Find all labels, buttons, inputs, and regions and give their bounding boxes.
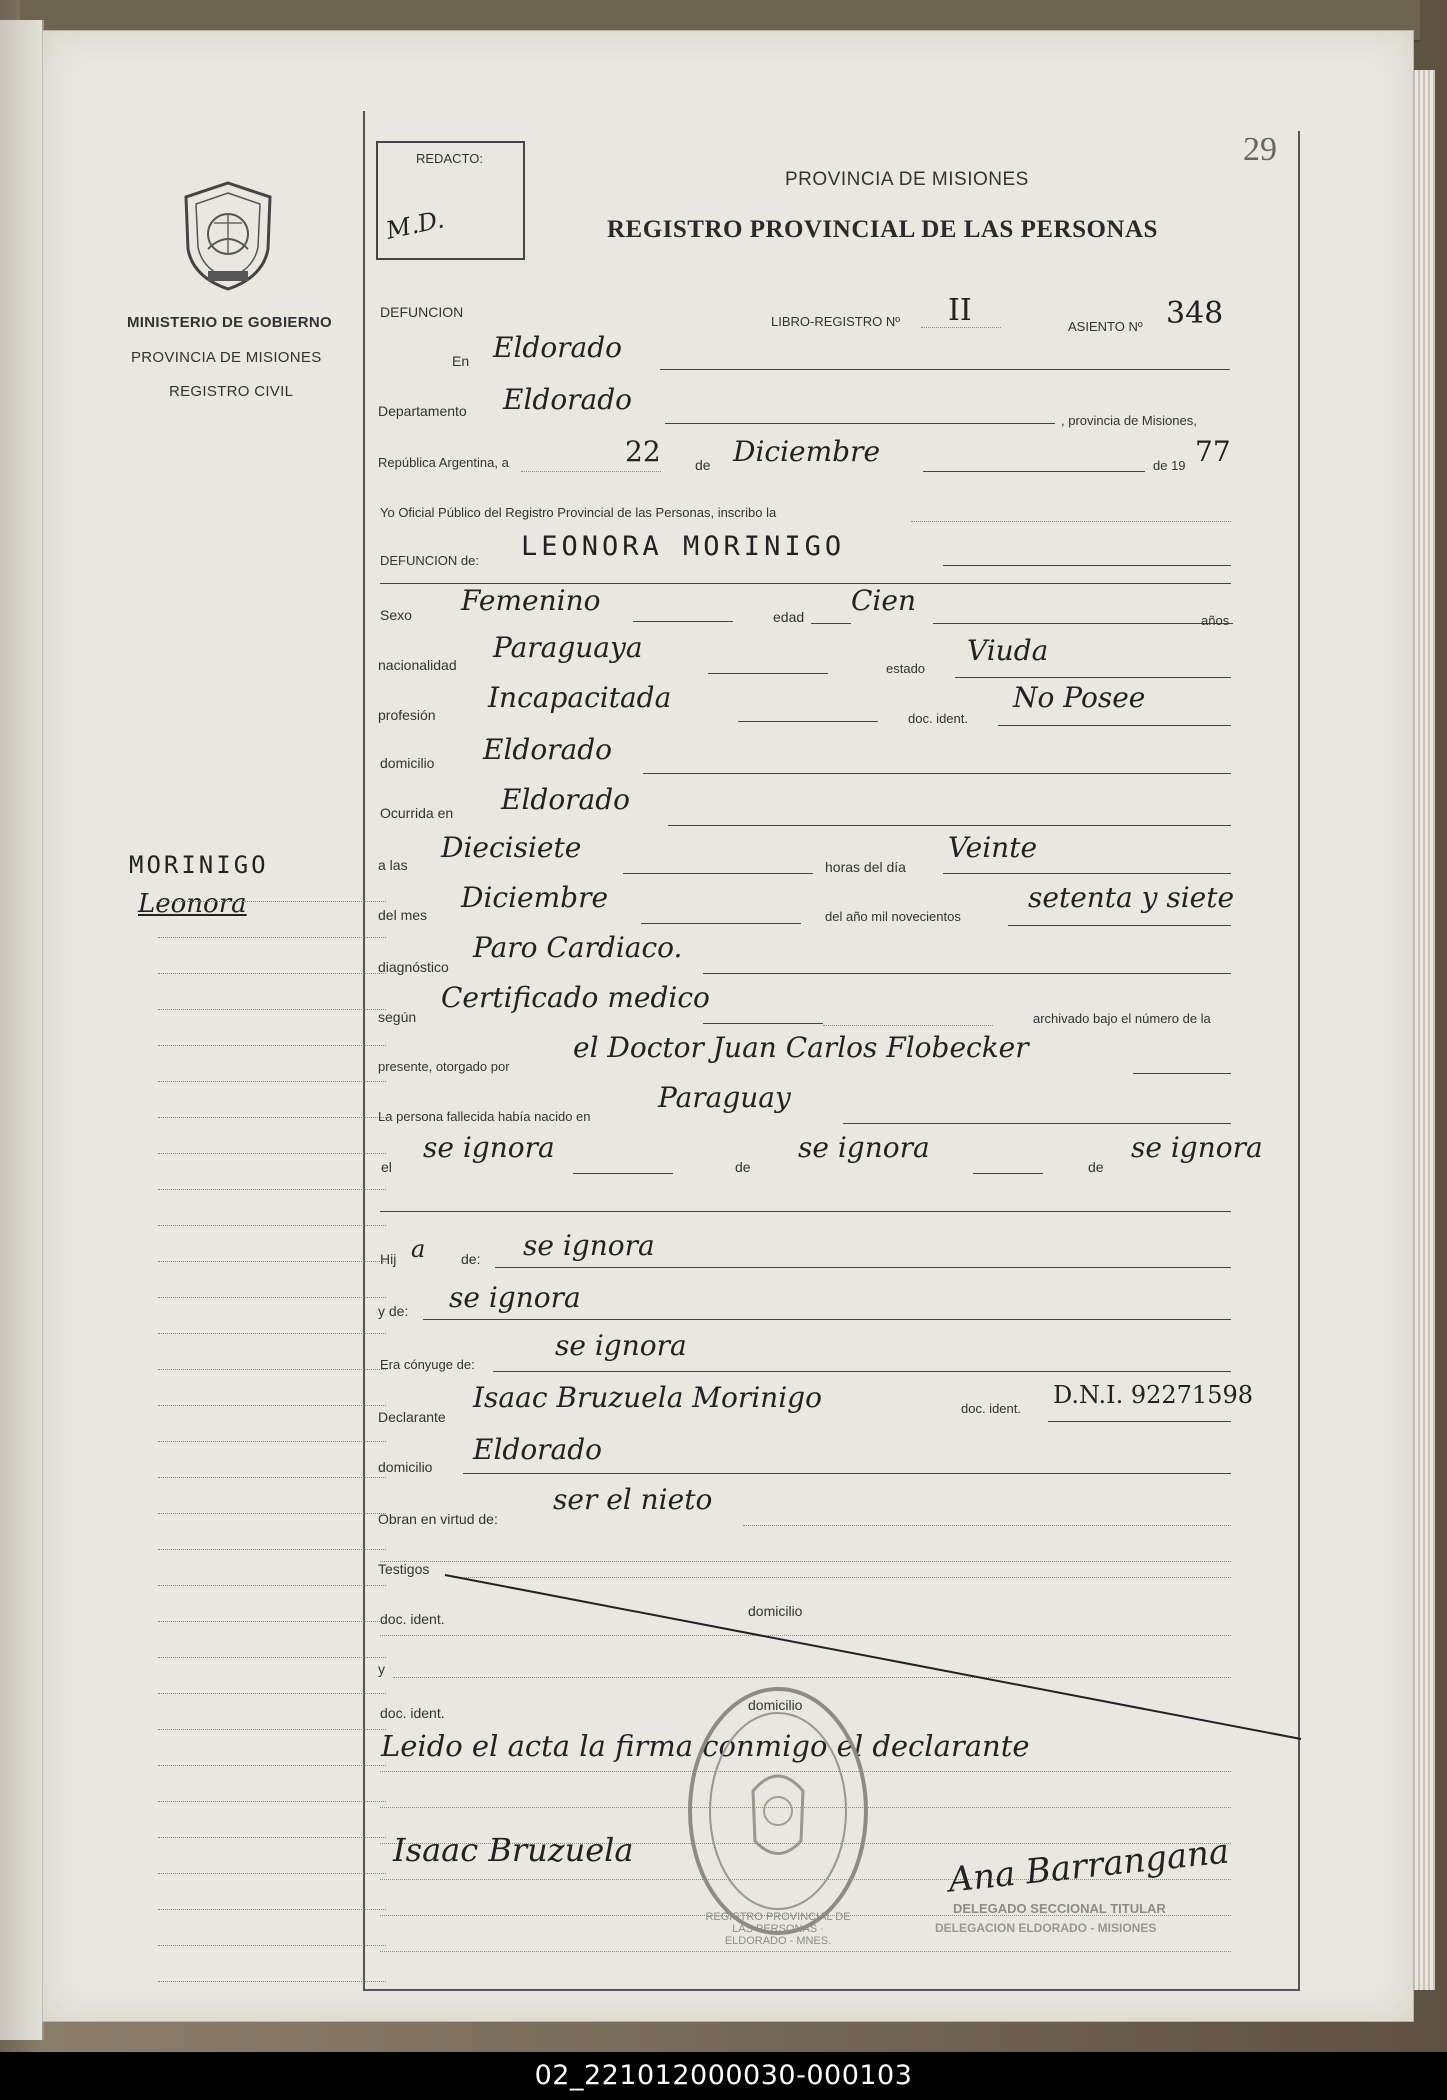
provincia-suffix: , provincia de Misiones, xyxy=(1061,413,1197,428)
year-value: 77 xyxy=(1195,435,1231,468)
en-label: En xyxy=(452,353,470,369)
t-doc-label: doc. ident. xyxy=(380,1611,445,1627)
testigos-label: Testigos xyxy=(378,1561,430,1577)
province-label: PROVINCIA DE MISIONES xyxy=(131,349,322,366)
republica-label: República Argentina, a xyxy=(378,455,509,470)
bottom-frame-line xyxy=(363,1989,1300,1991)
departamento-value: Eldorado xyxy=(503,383,633,416)
hij-de-value: se ignora xyxy=(523,1229,655,1262)
anos-label: años xyxy=(1201,613,1230,628)
closing-text: Leido el acta la firma conmigo el declarante xyxy=(381,1729,1030,1763)
profesion-label: profesión xyxy=(378,707,436,723)
defuncion-de-label: DEFUNCION de: xyxy=(380,553,479,568)
registry-heading: REGISTRO PROVINCIAL DE LAS PERSONAS xyxy=(607,216,1158,243)
decl-doc-label: doc. ident. xyxy=(961,1401,1021,1416)
redacto-label: REDACTO: xyxy=(416,151,483,166)
sexo-label: Sexo xyxy=(380,607,412,623)
horas-label: horas del día xyxy=(825,859,906,875)
diagnostico-label: diagnóstico xyxy=(378,959,449,975)
alas-value: Diecisiete xyxy=(441,831,582,864)
hij-de-label: de: xyxy=(461,1251,481,1267)
el-label: el xyxy=(381,1159,392,1175)
nacido-label: La persona fallecida había nacido en xyxy=(378,1109,591,1124)
official-stamp-line2: DELEGACION ELDORADO - MISIONES xyxy=(935,1921,1157,1935)
de2-label: de xyxy=(1088,1159,1104,1175)
presente-value: el Doctor Juan Carlos Flobecker xyxy=(573,1031,1029,1064)
domicilio-value: Eldorado xyxy=(483,733,613,766)
alas-label: a las xyxy=(378,857,408,873)
nacido-value: Paraguay xyxy=(658,1081,791,1114)
libro-label: LIBRO-REGISTRO Nº xyxy=(771,314,900,329)
doc-ident-value: No Posee xyxy=(1013,681,1146,714)
page-number: 29 xyxy=(1243,131,1277,168)
decl-domicilio-label: domicilio xyxy=(378,1459,433,1475)
el-value: se ignora xyxy=(423,1131,555,1164)
de-label: de xyxy=(695,457,711,473)
estado-label: estado xyxy=(886,661,926,676)
asiento-value: 348 xyxy=(1166,296,1224,331)
defuncion-de-value: LEONORA MORINIGO xyxy=(521,531,846,562)
margin-note-surname: MORINIGO xyxy=(129,851,269,879)
t-domicilio2-label: domicilio xyxy=(748,1697,803,1713)
official-stamp-line1: DELEGADO SECCIONAL TITULAR xyxy=(953,1901,1166,1916)
oficial-text: Yo Oficial Público del Registro Provincial de las Personas, inscribo la xyxy=(380,505,777,520)
anio-value: setenta y siete xyxy=(1028,881,1235,914)
sexo-value: Femenino xyxy=(461,584,601,617)
margin-note-name: Leonora xyxy=(138,889,247,919)
dia-value: 22 xyxy=(625,435,661,468)
ocurrida-value: Eldorado xyxy=(501,783,631,816)
estado-value: Viuda xyxy=(967,634,1049,667)
segun-value: Certificado medico xyxy=(441,981,710,1014)
civil-registry-label: REGISTRO CIVIL xyxy=(169,383,294,400)
de1-label: de xyxy=(735,1159,751,1175)
edad-label: edad xyxy=(773,609,805,625)
mes-value: Diciembre xyxy=(733,435,881,468)
conyuge-label: Era cónyuge de: xyxy=(380,1357,475,1372)
act-type-label: DEFUNCION xyxy=(380,304,464,320)
nacionalidad-value: Paraguaya xyxy=(493,631,643,664)
province-heading: PROVINCIA DE MISIONES xyxy=(785,169,1029,190)
registry-oval-stamp xyxy=(683,1681,873,1947)
decl-doc-value: D.N.I. 92271598 xyxy=(1053,1381,1254,1409)
edad-value: Cien xyxy=(851,584,916,617)
profesion-value: Incapacitada xyxy=(488,681,672,714)
anio-label: del año mil novecientos xyxy=(825,909,961,924)
yde-label: y de: xyxy=(378,1303,409,1319)
witness-strike-line xyxy=(443,1571,1303,1741)
obran-value: ser el nieto xyxy=(553,1483,713,1516)
de2-value: se ignora xyxy=(1131,1131,1263,1164)
ocurrida-label: Ocurrida en xyxy=(380,805,454,821)
domicilio-label: domicilio xyxy=(380,755,435,771)
left-page-edge xyxy=(0,20,44,2040)
official-signature: Ana Barrangana xyxy=(946,1831,1231,1901)
declarante-label: Declarante xyxy=(378,1409,446,1425)
t-doc2-label: doc. ident. xyxy=(380,1705,445,1721)
delmes-label: del mes xyxy=(378,907,428,923)
doc-ident-label: doc. ident. xyxy=(908,711,968,726)
horas-value: Veinte xyxy=(948,831,1038,864)
delmes-value: Diciembre xyxy=(461,881,609,914)
decl-domicilio-value: Eldorado xyxy=(473,1433,603,1466)
archivado-label: archivado bajo el número de la xyxy=(1033,1011,1211,1026)
t-domicilio-label: domicilio xyxy=(748,1603,803,1619)
t-y-label: y xyxy=(378,1661,385,1677)
declarante-value: Isaac Bruzuela Morinigo xyxy=(473,1381,822,1414)
de1-value: se ignora xyxy=(798,1131,930,1164)
en-value: Eldorado xyxy=(493,331,623,364)
obran-label: Obran en virtud de: xyxy=(378,1511,498,1527)
de-year-label: de 19 xyxy=(1153,458,1186,473)
hij-label: Hij xyxy=(380,1251,397,1267)
ministry-label: MINISTERIO DE GOBIERNO xyxy=(127,314,332,331)
yde-value: se ignora xyxy=(449,1281,581,1314)
presente-label: presente, otorgado por xyxy=(378,1059,510,1074)
image-caption: 02_221012000030-000103 xyxy=(0,2052,1447,2100)
hij-suffix: a xyxy=(411,1235,426,1263)
left-frame-line xyxy=(363,111,365,1991)
oval-stamp-text: REGISTRO PROVINCIAL DE LAS PERSONAS · ELDORADO - MNES. xyxy=(705,1911,851,1947)
conyuge-value: se ignora xyxy=(555,1329,687,1362)
nacionalidad-label: nacionalidad xyxy=(378,657,457,673)
coat-of-arms-icon xyxy=(178,179,278,294)
document-page xyxy=(42,30,1414,2022)
declarante-signature: Isaac Bruzuela xyxy=(393,1831,634,1869)
departamento-label: Departamento xyxy=(378,403,467,419)
libro-value: II xyxy=(948,293,972,328)
redacto-value: M.D. xyxy=(383,205,447,245)
redacto-box xyxy=(376,141,525,260)
segun-label: según xyxy=(378,1009,417,1025)
asiento-label: ASIENTO Nº xyxy=(1068,319,1143,334)
diagnostico-value: Paro Cardiaco. xyxy=(473,931,683,964)
